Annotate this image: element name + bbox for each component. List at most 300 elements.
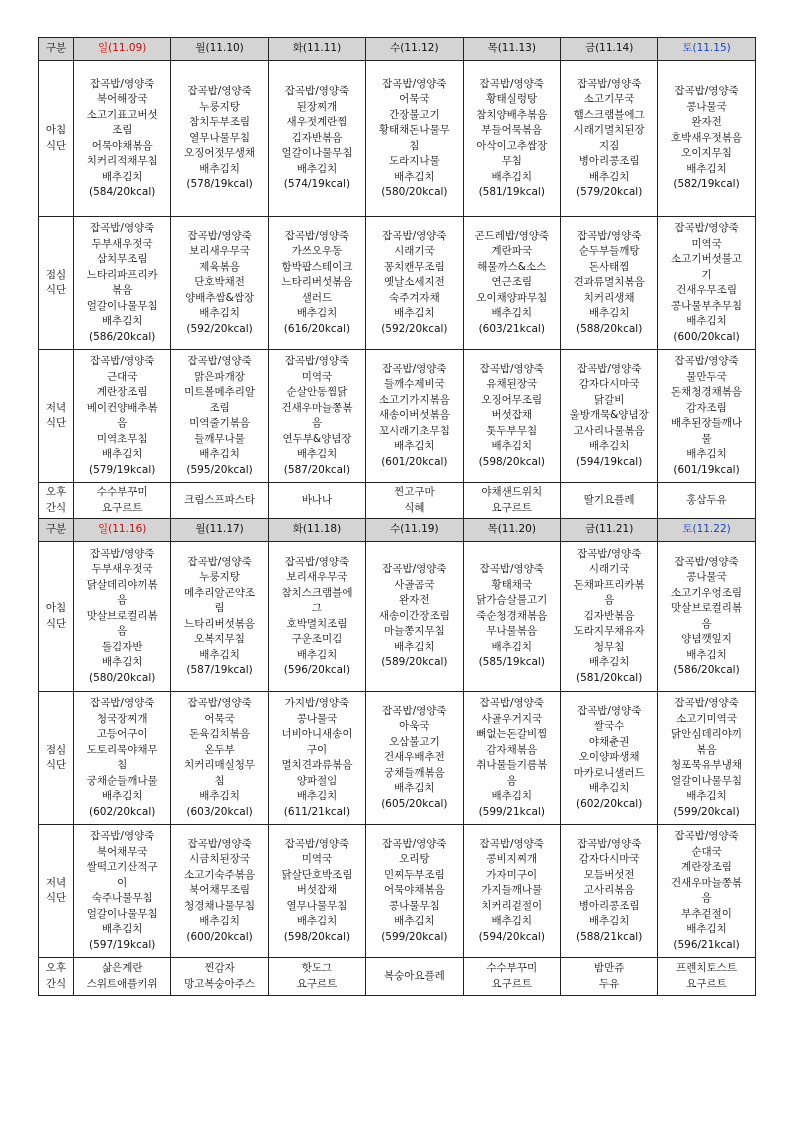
menu-item: 크림스프파스타	[184, 493, 256, 506]
meal-label-line: 식단	[45, 892, 67, 904]
menu-item: 밤만쥬	[593, 962, 625, 974]
day-header: 월(11.10)	[171, 38, 268, 61]
menu-item: 림	[214, 602, 225, 614]
meal-label	[39, 958, 74, 996]
menu-item: 쌀떡고기산적구	[86, 861, 158, 873]
menu-cell	[658, 825, 755, 958]
menu-cell	[658, 483, 755, 519]
menu-item: (602/20kcal)	[575, 797, 643, 810]
menu-item: 멸치견과류볶음	[281, 759, 353, 771]
meal-row-dinner	[39, 825, 756, 958]
menu-item: 고등어구이	[96, 728, 148, 740]
menu-cell	[658, 350, 755, 483]
menu-item: (587/20kcal)	[283, 463, 351, 476]
menu-item: 잡곡밥/영양죽	[382, 362, 447, 375]
menu-item: 배추김치	[199, 307, 240, 320]
menu-item: 배추김치	[491, 915, 533, 928]
menu-item: 건새우마늘쫑볶	[281, 401, 353, 414]
menu-item: 배추김치	[394, 640, 435, 653]
day-header: 목(11.20)	[463, 519, 560, 542]
menu-cell	[463, 958, 560, 996]
menu-item: 요구르트	[491, 977, 533, 990]
menu-item: 병아리콩조림	[578, 155, 640, 167]
menu-item: (586/20kcal)	[673, 664, 740, 676]
menu-cell	[74, 825, 171, 958]
menu-item: 잡곡밥/영양죽	[674, 697, 739, 709]
menu-item: 아삭이고추쌈장	[476, 139, 548, 152]
menu-item: 잡곡밥/영양죽	[382, 77, 447, 90]
menu-item: 조림	[209, 401, 230, 414]
menu-item: 사골우거지국	[481, 712, 543, 725]
menu-item: (596/20kcal)	[283, 664, 351, 676]
menu-item: 돈사태찜	[588, 260, 630, 273]
menu-item: 맛살브로컬리볶	[671, 602, 743, 614]
menu-cell	[658, 61, 755, 217]
menu-item: 배추김치	[491, 640, 533, 653]
menu-item: 연근조림	[491, 276, 533, 289]
menu-item: 꽁치캔무조림	[383, 260, 445, 273]
menu-item: 순두부들깨탕	[578, 245, 640, 258]
menu-item: 배추김치	[101, 170, 143, 183]
menu-item: 온두부	[204, 743, 235, 756]
menu-item: 소고기무국	[583, 93, 635, 105]
menu-cell	[171, 217, 268, 350]
menu-item: 홍삼두유	[686, 493, 727, 506]
menu-table	[38, 37, 756, 996]
menu-item: (580/20kcal)	[89, 671, 156, 684]
menu-cell	[463, 542, 560, 692]
menu-item: 배추김치	[296, 307, 338, 320]
meal-row-dinner	[39, 350, 756, 483]
menu-item: (586/20kcal)	[89, 330, 156, 343]
menu-item: 잡곡밥/영양죽	[284, 229, 350, 242]
menu-item: 조림	[112, 124, 133, 136]
menu-item: 시래기국	[394, 245, 435, 258]
menu-cell	[463, 61, 560, 217]
menu-item: (588/20kcal)	[575, 322, 643, 335]
menu-item: (605/20kcal)	[381, 797, 448, 810]
menu-cell	[74, 61, 171, 217]
menu-item: 단호박채전	[194, 276, 245, 289]
menu-item: 음	[117, 625, 128, 638]
menu-item: 새송이간장조림	[378, 609, 450, 622]
menu-item: 찐감자	[204, 962, 235, 974]
menu-item: 쌀국수	[593, 720, 625, 733]
menu-item: 양배추쌈&쌈장	[185, 291, 255, 304]
menu-item: 배추김치	[199, 448, 240, 460]
menu-item: 배추김치	[686, 448, 727, 460]
menu-item: 아욱국	[399, 720, 430, 733]
meal-label	[39, 61, 74, 217]
menu-item: (581/20kcal)	[575, 671, 643, 684]
header-row	[39, 38, 756, 61]
menu-item: 물	[701, 432, 712, 445]
menu-item: 고사리볶음	[583, 884, 635, 897]
menu-cell	[366, 692, 463, 825]
menu-item: 보리새우무국	[286, 571, 348, 583]
day-header: 월(11.17)	[171, 519, 268, 542]
menu-item: 꼬시래기초무침	[378, 424, 450, 437]
meal-label-line: 저녁	[45, 401, 67, 414]
menu-item: (598/20kcal)	[478, 455, 545, 468]
menu-item: 버섯잡채	[296, 884, 338, 897]
menu-item: 잡곡밥/영양죽	[284, 85, 350, 98]
menu-item: 찐고구마	[394, 486, 435, 498]
menu-item: 숙주나물무침	[91, 892, 153, 904]
menu-item: 잡곡밥/영양죽	[674, 85, 739, 98]
menu-item: 곤드레밥/영양죽	[474, 229, 550, 242]
meal-row-lunch	[39, 692, 756, 825]
day-header: 수(11.19)	[366, 519, 463, 542]
menu-item: 배추김치	[101, 790, 143, 802]
menu-item: 청경채나물무침	[184, 899, 256, 912]
menu-cell	[560, 958, 657, 996]
menu-cell	[268, 217, 365, 350]
menu-item: 그	[311, 602, 323, 614]
menu-item: 죽순청경채볶음	[476, 609, 548, 622]
menu-item: 배추김치	[394, 170, 435, 183]
menu-item: 음	[604, 594, 615, 607]
meal-label-line: 아침	[45, 602, 67, 614]
menu-item: 버섯잡채	[491, 409, 533, 422]
menu-item: 민찌두부조림	[383, 868, 445, 881]
menu-cell	[560, 61, 657, 217]
meal-label-line: 식단	[45, 139, 67, 152]
menu-cell	[74, 217, 171, 350]
menu-item: 잡곡밥/영양죽	[674, 555, 739, 568]
menu-item: 어묵야채볶음	[91, 139, 153, 152]
menu-item: 도라지무채유자	[573, 625, 645, 638]
menu-item: 청국장찌개	[96, 712, 148, 725]
menu-item: 가지들깨나물	[481, 884, 543, 897]
meal-label-line: 오후	[45, 962, 67, 974]
menu-item: 잡곡밥/영양죽	[479, 697, 544, 709]
menu-item: 요구르트	[101, 501, 143, 514]
menu-item: 얼갈이나물무침	[86, 907, 158, 920]
meal-row-breakfast	[39, 542, 756, 692]
menu-item: 배추된장들깨나	[671, 417, 743, 429]
menu-item: 도토리묵야채무	[86, 743, 158, 756]
menu-item: 오이양파생채	[578, 751, 640, 764]
meal-label	[39, 542, 74, 692]
menu-item: 잡곡밥/영양죽	[382, 229, 447, 242]
menu-item: 근대국	[106, 370, 138, 383]
meal-label-line: 식단	[45, 617, 67, 630]
menu-item: 어묵국	[399, 93, 430, 105]
menu-item: 닭살단호박조림	[281, 868, 353, 881]
menu-item: 닭안심데리야끼	[671, 728, 743, 740]
meal-label	[39, 350, 74, 483]
menu-item: 치커리적채무침	[86, 155, 158, 167]
menu-item: 배추김치	[588, 170, 630, 183]
menu-item: 배추김치	[491, 790, 533, 802]
menu-item: 미역국	[691, 237, 722, 250]
day-header: 일(11.09)	[74, 38, 171, 61]
menu-item: 소고기숙주볶음	[184, 868, 256, 881]
menu-item: 배추김치	[296, 162, 338, 175]
menu-item: 오삼불고기	[389, 735, 440, 748]
menu-item: 얼갈이나물무침	[671, 774, 743, 787]
header-row	[39, 519, 756, 542]
menu-item: 유채된장국	[486, 378, 538, 391]
day-header: 화(11.11)	[268, 38, 365, 61]
menu-item: 요구르트	[491, 501, 533, 514]
menu-item: 기	[701, 268, 712, 281]
menu-body	[39, 38, 756, 996]
menu-item: 치커리매실청무	[184, 759, 256, 771]
menu-cell	[171, 692, 268, 825]
menu-item: 음	[117, 417, 128, 429]
menu-cell	[171, 61, 268, 217]
menu-item: 사골곰국	[394, 578, 435, 591]
menu-item: (603/21kcal)	[478, 322, 545, 335]
menu-item: 닭갈비	[593, 393, 625, 406]
menu-item: 어묵국	[204, 712, 235, 725]
menu-item: 잡곡밥/영양죽	[89, 830, 155, 842]
menu-item: 콩비지찌개	[486, 853, 538, 866]
menu-item: 김자반볶음	[291, 131, 343, 144]
menu-item: 잡곡밥/영양죽	[674, 830, 739, 842]
menu-item: 배추김치	[588, 307, 630, 320]
menu-cell	[463, 350, 560, 483]
menu-item: 배추김치	[686, 315, 727, 327]
menu-item: 배추김치	[101, 656, 143, 669]
menu-item: (600/20kcal)	[673, 330, 740, 343]
menu-item: 들깨수제비국	[383, 378, 445, 391]
meal-row-snack	[39, 958, 756, 996]
menu-item: 배추김치	[491, 307, 533, 320]
menu-cell	[560, 692, 657, 825]
menu-item: 어묵야채볶음	[383, 884, 445, 897]
menu-item: 배추김치	[101, 315, 143, 327]
day-header: 토(11.15)	[658, 38, 755, 61]
menu-item: 잡곡밥/영양죽	[187, 555, 252, 568]
menu-item: 느타리버섯볶음	[184, 617, 256, 630]
meal-label-line: 식단	[45, 417, 67, 429]
menu-item: 음	[117, 594, 128, 607]
menu-item: 배추김치	[491, 440, 533, 453]
meal-label	[39, 825, 74, 958]
menu-item: 배추김치	[588, 440, 630, 453]
menu-item: 삼치무조림	[96, 253, 148, 265]
menu-cell	[268, 692, 365, 825]
menu-item: 잡곡밥/영양죽	[382, 837, 447, 850]
menu-item: 열무나물무침	[286, 899, 348, 912]
menu-item: 구운조미김	[291, 633, 343, 645]
menu-item: 해물까스&소스	[477, 260, 547, 273]
menu-cell	[560, 542, 657, 692]
menu-item: 오리탕	[399, 853, 430, 866]
meal-label-line: 식단	[45, 284, 67, 296]
menu-item: 잡곡밥/영양죽	[479, 362, 544, 375]
menu-item: (574/19kcal)	[283, 178, 351, 191]
menu-item: (592/20kcal)	[381, 322, 448, 335]
menu-item: 궁채들깨볶음	[383, 766, 445, 779]
menu-item: 고사리나물볶음	[573, 424, 645, 437]
menu-item: 양파절임	[296, 774, 338, 787]
menu-item: (588/21kcal)	[575, 930, 643, 943]
menu-item: 잡곡밥/영양죽	[187, 355, 252, 367]
menu-cell	[74, 542, 171, 692]
menu-item: 샐러드	[301, 291, 333, 304]
menu-item: 느타리파프리카	[86, 268, 158, 281]
menu-item: 배추김치	[686, 790, 727, 802]
menu-item: (594/20kcal)	[478, 930, 545, 943]
meal-label-line: 저녁	[45, 876, 67, 889]
menu-item: 잡곡밥/영양죽	[89, 697, 155, 709]
menu-item: 계란파국	[491, 245, 533, 258]
menu-item: (599/20kcal)	[673, 805, 740, 818]
menu-item: 베이컨양배추볶	[86, 401, 158, 414]
menu-cell	[560, 825, 657, 958]
menu-item: 완자전	[691, 116, 722, 129]
day-header: 목(11.13)	[463, 38, 560, 61]
menu-item: 잡곡밥/영양죽	[284, 355, 350, 367]
menu-cell	[366, 483, 463, 519]
menu-item: 옛날소세지전	[383, 276, 445, 289]
menu-item: 배추김치	[394, 915, 435, 928]
menu-item: 무침	[501, 155, 522, 167]
menu-item: 침	[117, 759, 128, 771]
menu-item: 이	[117, 876, 128, 889]
menu-item: (599/21kcal)	[478, 805, 545, 818]
menu-item: (601/19kcal)	[673, 463, 740, 476]
menu-item: 부들어묵볶음	[481, 124, 543, 136]
menu-cell	[74, 958, 171, 996]
menu-item: 잡곡밥/영양죽	[382, 563, 447, 576]
menu-item: 배추김치	[686, 923, 727, 935]
menu-item: 햄스크램블에그	[573, 108, 645, 121]
menu-item: 양념깻잎지	[681, 633, 732, 645]
menu-item: 잡곡밥/영양죽	[89, 355, 155, 367]
menu-cell	[74, 692, 171, 825]
menu-item: 배추김치	[199, 162, 240, 175]
menu-item: 배추김치	[199, 915, 240, 928]
menu-cell	[560, 483, 657, 519]
menu-item: 배추김치	[296, 790, 338, 802]
menu-item: 잡곡밥/영양죽	[382, 704, 447, 717]
menu-item: 침	[214, 774, 225, 787]
menu-item: 미역초무침	[96, 432, 148, 445]
menu-item: 참치스크램블에	[281, 586, 353, 599]
menu-item: 소고기가지볶음	[378, 393, 450, 406]
menu-item: 소고기표고버섯	[86, 108, 158, 121]
menu-item: 가자미구이	[486, 868, 538, 881]
menu-item: 잡곡밥/영양죽	[576, 547, 642, 560]
menu-item: 배추김치	[199, 648, 240, 661]
meal-label-line: 아침	[45, 124, 67, 136]
menu-item: 순대국	[691, 845, 722, 858]
meal-label	[39, 483, 74, 519]
menu-item: (589/20kcal)	[381, 656, 448, 669]
menu-item: 소고기버섯불고	[671, 253, 743, 265]
menu-cell	[366, 61, 463, 217]
menu-item: 황태실렁탕	[486, 93, 538, 105]
menu-item: 치커리생채	[583, 291, 635, 304]
menu-cell	[171, 958, 268, 996]
menu-item: 배추김치	[296, 448, 338, 460]
menu-item: 돌김자반	[101, 640, 143, 653]
menu-item: 구이	[306, 743, 328, 756]
menu-item: 배추김치	[101, 923, 143, 935]
menu-item: 잡곡밥/영양죽	[187, 229, 252, 242]
menu-item: 시래기국	[588, 563, 630, 576]
menu-item: 잡곡밥/영양죽	[187, 837, 252, 850]
menu-item: (596/21kcal)	[673, 938, 740, 951]
menu-cell	[366, 217, 463, 350]
menu-item: 오이지무침	[681, 147, 732, 160]
menu-item: 딸기요플레	[583, 493, 635, 506]
menu-cell	[268, 542, 365, 692]
menu-item: (579/20kcal)	[575, 186, 643, 198]
menu-cell	[171, 542, 268, 692]
menu-item: (592/20kcal)	[186, 322, 253, 335]
menu-item: 두유	[599, 977, 620, 990]
menu-item: 볶음	[696, 743, 717, 756]
menu-cell	[366, 958, 463, 996]
meal-label-line: 간식	[45, 977, 67, 990]
menu-item: 요구르트	[296, 977, 338, 990]
menu-item: 돈육김치볶음	[189, 728, 251, 740]
menu-item: 완자전	[399, 594, 430, 607]
header-label: 구분	[39, 519, 74, 542]
menu-item: 시래기멸치된장	[573, 124, 645, 136]
menu-item: 울방개묵&양념장	[569, 409, 649, 422]
menu-item: 잡곡밥/영양죽	[479, 563, 544, 576]
menu-item: (585/19kcal)	[478, 656, 545, 669]
menu-item: 감자다시마국	[578, 853, 640, 866]
menu-item: 미역국	[301, 853, 333, 866]
menu-item: 콩나물부추무침	[671, 299, 743, 312]
menu-item: 배추김치	[101, 448, 143, 460]
menu-cell	[658, 692, 755, 825]
menu-item: 야채샌드위치	[481, 486, 543, 498]
menu-item: 음	[311, 417, 323, 429]
menu-item: 뼈없는돈갈비찜	[476, 728, 548, 740]
menu-item: 도라지나물	[389, 155, 440, 167]
menu-item: 돈채파프리카볶	[573, 578, 645, 591]
menu-item: 북어해장국	[96, 93, 148, 105]
menu-cell	[74, 350, 171, 483]
menu-item: 톳두부무침	[486, 424, 538, 437]
menu-item: 음	[506, 774, 517, 787]
menu-item: 무나물볶음	[486, 625, 538, 638]
menu-item: 닭가슴살불고기	[476, 594, 548, 607]
menu-item: 누룽지탕	[199, 571, 240, 583]
menu-item: 오징어젓무생채	[184, 147, 256, 160]
menu-item: (579/19kcal)	[89, 463, 156, 476]
menu-item: 잡곡밥/영양죽	[89, 222, 155, 234]
day-header: 금(11.14)	[560, 38, 657, 61]
menu-item: 배추김치	[199, 790, 240, 802]
menu-item: 제육볶음	[199, 260, 240, 273]
menu-item: 바나나	[301, 493, 333, 506]
menu-item: 수수부꾸미	[96, 486, 148, 498]
menu-item: 잡곡밥/영양죽	[479, 77, 544, 90]
menu-item: 미역국	[301, 370, 333, 383]
menu-item: 잡곡밥/영양죽	[284, 555, 350, 568]
menu-item: 계란장조림	[681, 861, 732, 873]
menu-item: 건새우배추전	[383, 751, 445, 764]
menu-cell	[171, 825, 268, 958]
menu-cell	[658, 217, 755, 350]
menu-item: 시금치된장국	[189, 853, 251, 866]
menu-cell	[658, 958, 755, 996]
menu-item: 잡곡밥/영양죽	[674, 355, 739, 367]
menu-item: 콩나물국	[686, 571, 727, 583]
menu-item: 참치두부조림	[189, 116, 251, 129]
menu-item: 스위트애플키위	[86, 977, 158, 990]
